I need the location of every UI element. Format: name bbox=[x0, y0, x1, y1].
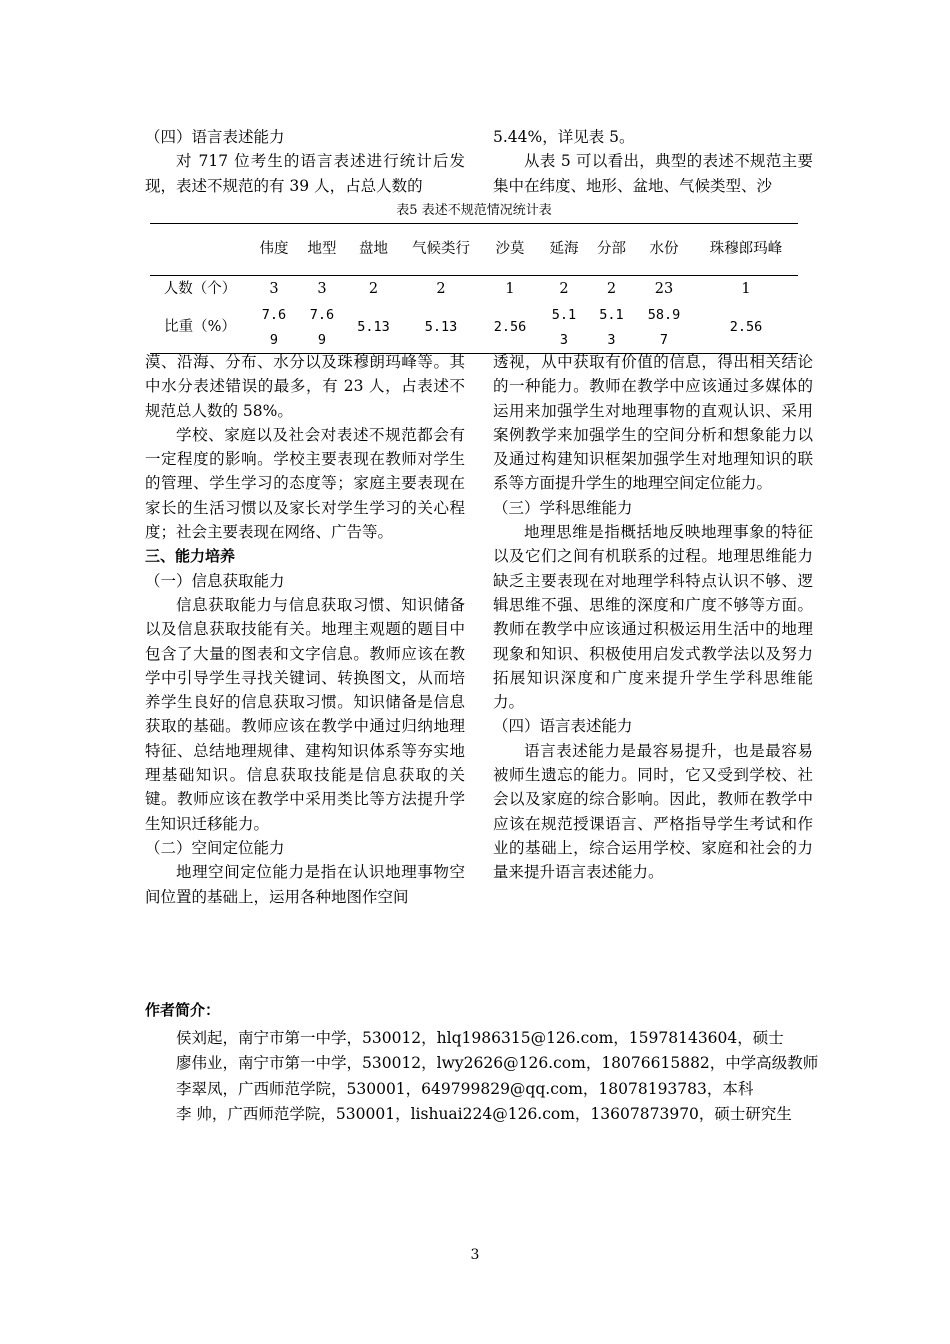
section-heading-language: （四）语言表述能力 bbox=[145, 128, 285, 146]
author-line: 侯刘起，南宁市第一中学，530012，hlq1986315@126.com，15978143604，硕士 bbox=[176, 1028, 784, 1047]
table-cell: 3 bbox=[317, 280, 327, 297]
header-cell: 地型 bbox=[298, 224, 346, 276]
statistics-table bbox=[150, 223, 798, 354]
header-cell: 气候类行 bbox=[401, 224, 481, 276]
header-cell: 延海 bbox=[539, 224, 589, 276]
table-cell: 2.56 bbox=[694, 302, 798, 354]
table-caption: 表5 表述不规范情况统计表 bbox=[396, 203, 552, 218]
header-cell: 珠穆郎玛峰 bbox=[694, 224, 798, 276]
subsection-heading: （二）空间定位能力 bbox=[145, 838, 285, 857]
header-cell: 沙莫 bbox=[481, 224, 539, 276]
header-cell: 伟度 bbox=[250, 224, 298, 276]
author-line: 李翠凤，广西师范学院，530001，649799829@qq.com，18078193783，本科 bbox=[176, 1079, 754, 1098]
row-label: 人数（个） bbox=[163, 280, 237, 297]
table-cell: 2 bbox=[559, 280, 569, 297]
paragraph: 漠、沿海、分布、水分以及珠穆朗玛峰等。其中水分表述错误的最多，有 23 人，占表述不规范总人数的 58%。 bbox=[145, 353, 465, 420]
table-cell: 1 bbox=[741, 280, 751, 297]
table-row bbox=[150, 302, 798, 354]
table-header-row bbox=[150, 224, 798, 276]
table-cell: 5.13 bbox=[589, 302, 634, 354]
paragraph: 学校、家庭以及社会对表述不规范都会有一定程度的影响。学校主要表现在教师对学生的管理、学生学习的态度等；家庭主要表现在家长的生活习惯以及家长对学生学习的关心程度；社会主要表现在网络、广告等。 bbox=[145, 425, 465, 542]
header-cell: 水份 bbox=[634, 224, 694, 276]
author-introduction bbox=[145, 998, 825, 1128]
table-cell: 23 bbox=[654, 280, 674, 297]
header-cell bbox=[150, 224, 250, 276]
table-cell: 2.56 bbox=[481, 302, 539, 354]
table-cell: 1 bbox=[505, 280, 515, 297]
paragraph: 从表 5 可以看出，典型的表述不规范主要集中在纬度、地形、盆地、气候类型、沙 bbox=[493, 152, 813, 195]
paragraph: 语言表述能力是最容易提升，也是最容易被师生遗忘的能力。同时，它又受到学校、社会以及家庭的综合影响。因此，教师在教学中应该在规范授课语言、严格指导学生考试和作业的基础上，综合运用学校、家庭和社会的力量来提升语言表述能力。 bbox=[493, 741, 813, 882]
paragraph: 地理空间定位能力是指在认识地理事物空间位置的基础上，运用各种地图作空间 bbox=[145, 863, 465, 906]
page-number: 3 bbox=[470, 1247, 480, 1263]
table-cell: 5.13 bbox=[346, 302, 401, 354]
paragraph: 透视，从中获取有价值的信息，得出相关结论的一种能力。教师在教学中应该通过多媒体的运用来加强学生对地理事物的直观认识、采用案例教学来加强学生的空间分析和想象能力以及通过构建知识框架加强学生对地理知识的联系等方面提升学生的地理空间定位能力。 bbox=[493, 353, 813, 493]
subsection-heading: （三）学科思维能力 bbox=[493, 498, 633, 517]
bottom-right-column bbox=[493, 350, 813, 885]
table-cell: 2 bbox=[368, 280, 379, 297]
header-cell: 分部 bbox=[589, 224, 634, 276]
author-line: 李 帅，广西师范学院，530001，lishuai224@126.com，13607873970，硕士研究生 bbox=[176, 1105, 792, 1123]
table-cell: 5.13 bbox=[539, 302, 589, 354]
author-title: 作者简介： bbox=[145, 1001, 221, 1019]
paragraph: 对 717 位考生的语言表述进行统计后发现，表述不规范的有 39 人，占总人数的 bbox=[145, 152, 465, 195]
table-row bbox=[150, 276, 798, 303]
table-cell: 5.13 bbox=[401, 302, 481, 354]
header-cell: 盘地 bbox=[346, 224, 401, 276]
table-cell: 7.69 bbox=[298, 302, 346, 354]
paragraph: 信息获取能力与信息获取习惯、知识储备以及信息获取技能有关。地理主观题的题目中包含了大量的图表和文字信息。教师应该在教学中引导学生寻找关键词、转换图文，从而培养学生良好的信息获取习惯。知识储备是信息获取的基础。教师应该在教学中通过归纳地理特征、总结地理规律、建构知识体系等夯实地理基础知识。信息获取技能是信息获取的关键。教师应该在教学中采用类比等方法提升学生知识迁移能力。 bbox=[145, 595, 465, 833]
top-right-column bbox=[493, 125, 813, 198]
table-cell: 3 bbox=[269, 280, 279, 297]
paragraph-continuation: 5.44%，详见表 5。 bbox=[493, 128, 635, 146]
paragraph: 地理思维是指概括地反映地理事象的特征以及它们之间有机联系的过程。地理思维能力缺乏主要表现在对地理学科特点认识不够、逻辑思维不强、思维的深度和广度不够等方面。教师在教学中应该通过积极运用生活中的地理现象和知识、积极使用启发式教学法以及努力拓展知识深度和广度来提升学生学科思维能力。 bbox=[493, 523, 813, 712]
table-cell: 2 bbox=[436, 280, 446, 297]
bottom-left-column bbox=[145, 350, 465, 909]
table-cell: 7.69 bbox=[250, 302, 298, 354]
subsection-heading: （四）语言表述能力 bbox=[493, 717, 633, 736]
section-heading-ability-training: 三、能力培养 bbox=[145, 547, 236, 566]
author-line: 廖伟业，南宁市第一中学，530012，lwy2626@126.com，18076615882，中学高级教师 bbox=[176, 1054, 819, 1072]
subsection-heading: （一）信息获取能力 bbox=[145, 571, 285, 590]
top-left-column bbox=[145, 125, 465, 198]
table-cell: 58.97 bbox=[634, 302, 694, 354]
table-cell: 2 bbox=[606, 280, 617, 297]
row-label: 比重（%） bbox=[150, 302, 250, 354]
